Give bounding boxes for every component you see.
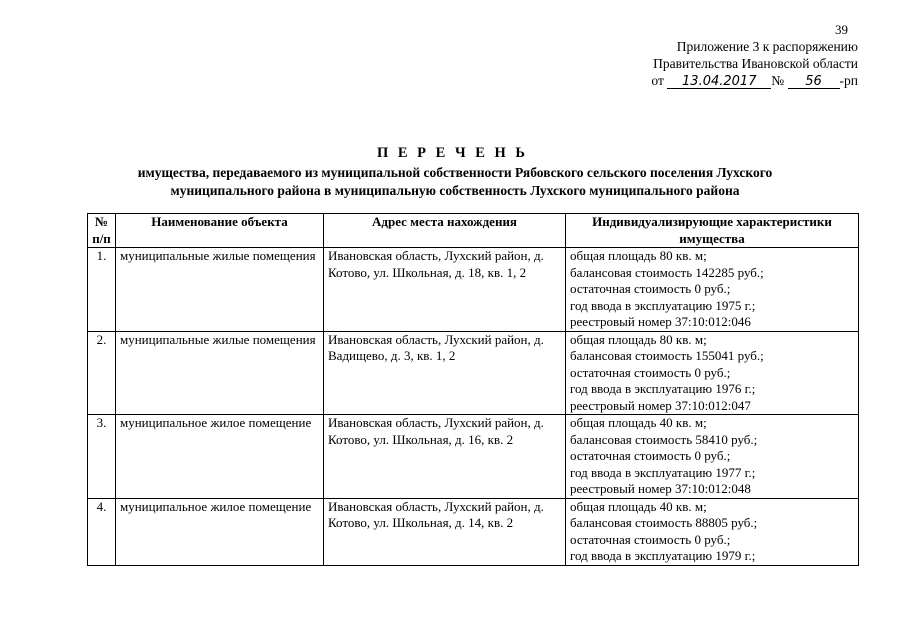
row-characteristics xyxy=(566,415,859,499)
characteristic-line: год ввода в эксплуатацию 1976 г.; xyxy=(570,381,756,396)
row-object-name: муниципальные жилые помещения xyxy=(116,248,324,332)
appendix-line-3 xyxy=(651,72,858,89)
table-header-row xyxy=(88,214,859,248)
document-subtitle: имущества, передаваемого из муниципальной собственности Рябовского сельского поселения Лухского муниципального района в муниципальную собственность Лухского муниципального района xyxy=(137,165,773,198)
from-label: от xyxy=(651,73,664,88)
row-number: 2. xyxy=(88,331,116,415)
characteristic-line: общая площадь 40 кв. м; xyxy=(570,498,707,514)
characteristic-line: остаточная стоимость 0 руб.; xyxy=(570,531,731,547)
handwritten-date: 13.04.2017 xyxy=(667,75,771,89)
header-address: Адрес места нахождения xyxy=(324,214,566,248)
row-number: 3. xyxy=(88,415,116,499)
characteristic-line: год ввода в эксплуатацию 1979 г.; xyxy=(570,548,756,563)
appendix-block xyxy=(651,38,858,89)
number-label: № xyxy=(771,73,785,88)
row-characteristics xyxy=(566,331,859,415)
row-address: Ивановская область, Лухский район, д. Вадищево, д. 3, кв. 1, 2 xyxy=(324,331,566,415)
characteristic-line: год ввода в эксплуатацию 1977 г.; xyxy=(570,464,756,480)
header-name: Наименование объекта xyxy=(116,214,324,248)
page-bottom-margin xyxy=(0,578,905,640)
row-address: Ивановская область, Лухский район, д. Котово, ул. Школьная, д. 14, кв. 2 xyxy=(324,498,566,565)
table-row xyxy=(88,498,859,565)
number-suffix: -рп xyxy=(839,73,858,88)
row-object-name: муниципальное жилое помещение xyxy=(116,498,324,565)
characteristic-line: реестровый номер 37:10:012:047 xyxy=(570,397,751,413)
document-title: П Е Р Е Ч Е Н Ь xyxy=(376,145,529,161)
characteristic-line: общая площадь 80 кв. м; xyxy=(570,331,707,347)
characteristic-line: реестровый номер 37:10:012:046 xyxy=(570,314,751,329)
characteristic-line: остаточная стоимость 0 руб.; xyxy=(570,448,731,463)
property-table xyxy=(87,213,859,566)
characteristic-line: балансовая стоимость 88805 руб.; xyxy=(570,515,758,530)
characteristic-line: балансовая стоимость 58410 руб.; xyxy=(570,431,758,447)
characteristic-line: балансовая стоимость 142285 руб.; xyxy=(570,264,764,280)
row-object-name: муниципальные жилые помещения xyxy=(116,331,324,415)
row-number: 1. xyxy=(88,248,116,332)
table-row xyxy=(88,248,859,332)
row-characteristics xyxy=(566,498,859,565)
characteristic-line: год ввода в эксплуатацию 1975 г.; xyxy=(570,297,756,313)
characteristic-line: балансовая стоимость 155041 руб.; xyxy=(570,348,764,363)
characteristic-line: остаточная стоимость 0 руб.; xyxy=(570,364,731,380)
characteristic-line: общая площадь 80 кв. м; xyxy=(570,248,707,263)
characteristic-line: остаточная стоимость 0 руб.; xyxy=(570,281,731,296)
header-num: № п/п xyxy=(88,214,116,248)
header-characteristics: Индивидуализирующие характеристики имущества xyxy=(566,214,859,248)
characteristic-line: общая площадь 40 кв. м; xyxy=(570,415,707,430)
appendix-line-2: Правительства Ивановской области xyxy=(653,56,858,71)
handwritten-number: 56 xyxy=(788,75,840,89)
characteristic-line: реестровый номер 37:10:012:048 xyxy=(570,481,751,496)
row-address: Ивановская область, Лухский район, д. Котово, ул. Школьная, д. 18, кв. 1, 2 xyxy=(324,248,566,332)
row-address: Ивановская область, Лухский район, д. Котово, ул. Школьная, д. 16, кв. 2 xyxy=(324,415,566,499)
row-number: 4. xyxy=(88,498,116,565)
row-characteristics xyxy=(566,248,859,332)
table-row xyxy=(88,331,859,415)
row-object-name: муниципальное жилое помещение xyxy=(116,415,324,499)
appendix-line-1: Приложение 3 к распоряжению xyxy=(676,39,858,54)
table-row xyxy=(88,415,859,499)
page-number: 39 xyxy=(835,22,848,37)
